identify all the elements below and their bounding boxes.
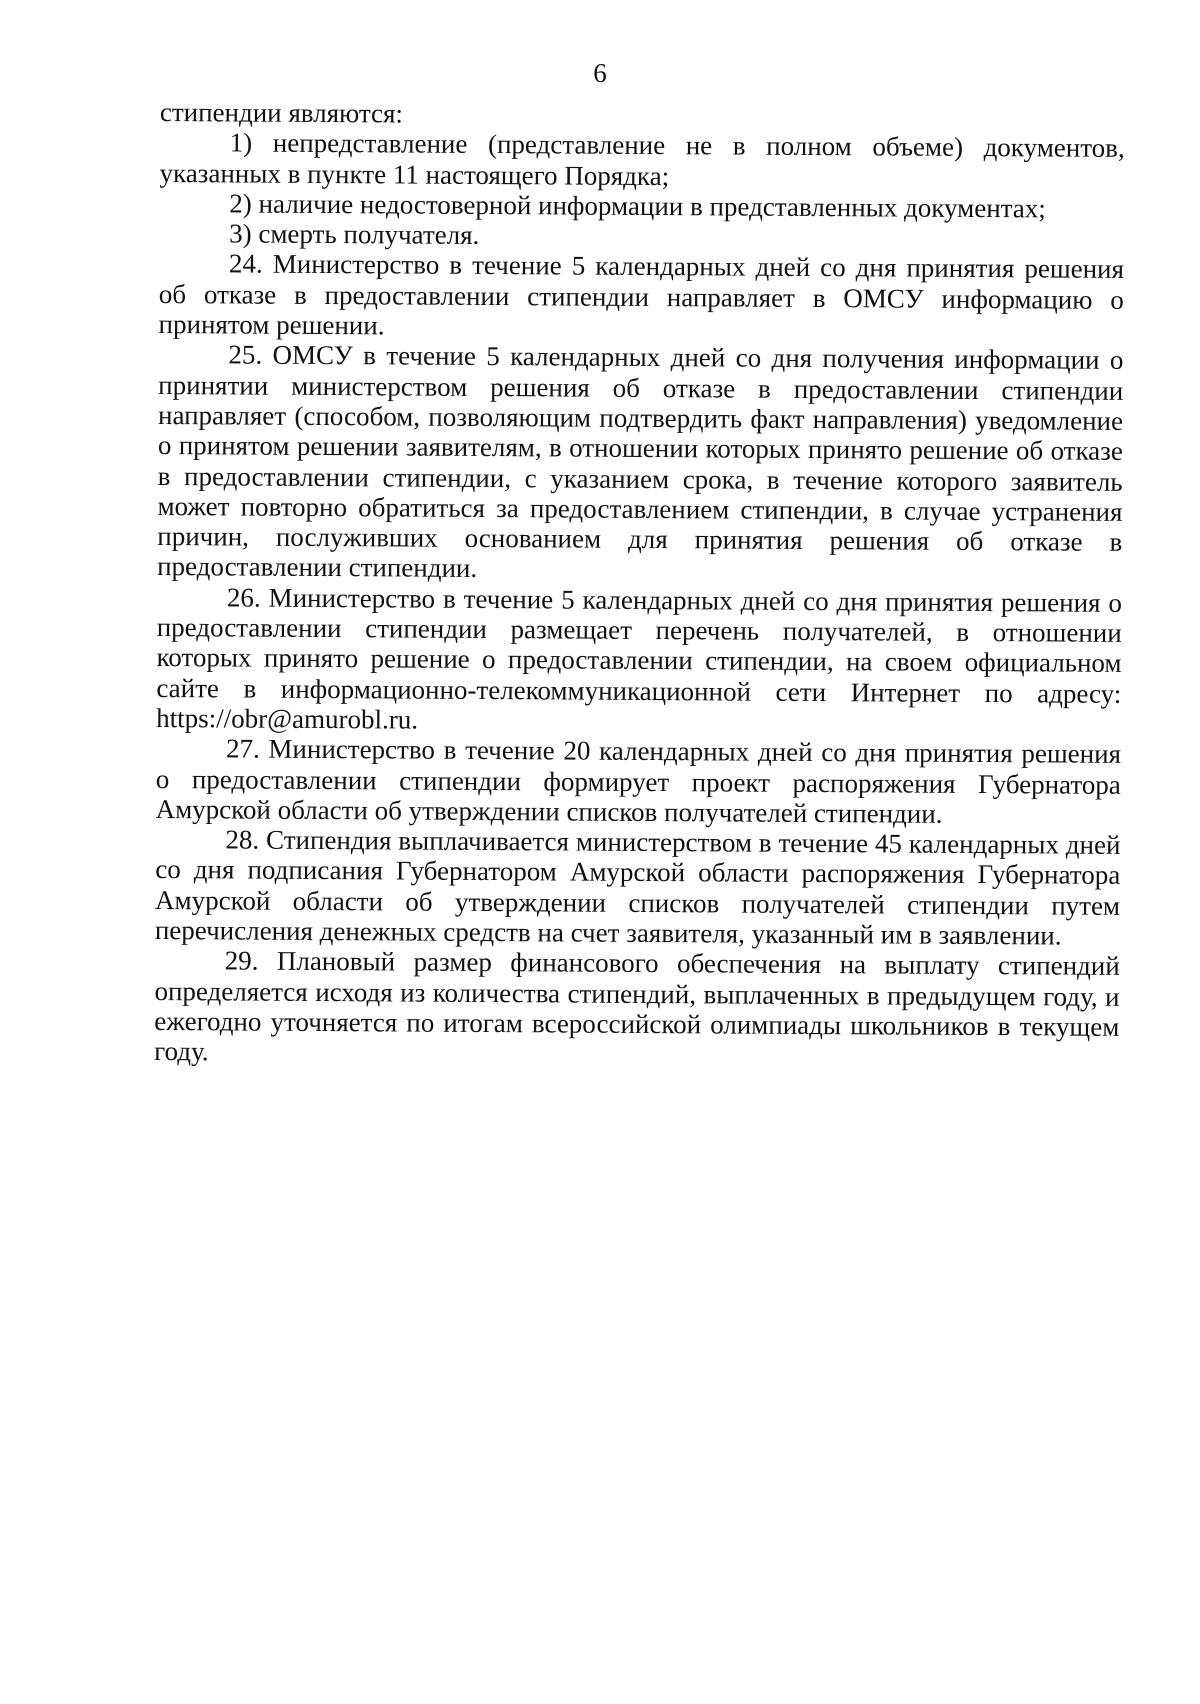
paragraph-24: 24. Министерство в течение 5 календарных дней со дня принятия решения об отказе в предоставлении стипендии направляет в ОМСУ информацию о принятом решении. [158,248,1125,341]
paragraph-item-2: 2) наличие недостоверной информации в представленных документах; [229,188,1046,224]
paragraph-29: 29. Плановый размер финансового обеспечения на выплату стипендий определяется исходя из количества стипендий, выплаченных в предыдущем году, и ежегодно уточняется по итогам всероссийской олимпиады школьников в текущем году. [154,945,1120,1067]
document-body [154,97,1125,1072]
page-number: 6 [593,58,607,88]
paragraph-item-3: 3) смерть получателя. [229,218,480,251]
paragraph-28: 28. Стипендия выплачивается министерством в течение 45 календарных дней со дня подписания Губернатором Амурской области распоряжения Губернатора Амурской области об утверждении списков получателей стипендии путем перечисления денежных средств на счет заявителя, указанный им в заявлении. [154,824,1121,951]
paragraph-26: 26. Министерство в течение 5 календарных дней со дня принятия решения о предоставлении стипендии размещает перечень получателей, в отношении которых принято решение о предоставлении стипендии, на своем официальном сайте в информационно-телекоммуникационной сети Интернет по адресу: https://obr@amurobl.ru. [156,582,1123,735]
paragraph-27: 27. Министерство в течение 20 календарных дней со дня принятия решения о предоставлении стипендии формирует проект распоряжения Губернатора Амурской области об утверждении списков получателей стипендии. [155,733,1122,829]
paragraph-intro: стипендии являются: [159,97,404,129]
paragraph-25: 25. ОМСУ в течение 5 календарных дней со дня получения информации о принятии министерством решения об отказе в предоставлении стипендии направляет (способом, позволяющим подтвердить факт направления) уведомление о принятом решении заявителям, в отношении которых принято решение об отказе в предоставлении стипендии, с указанием срока, в течение которого заявитель может повторно обратиться за предоставлением стипендии, в случае устранения причин, послуживших основанием для принятия решения об отказе в предоставлении стипендии. [157,339,1124,584]
paragraph-item-1: 1) непредставление (представление не в полном объеме) документов, указанных в пункте 11 настоящего Порядка; [159,127,1125,191]
